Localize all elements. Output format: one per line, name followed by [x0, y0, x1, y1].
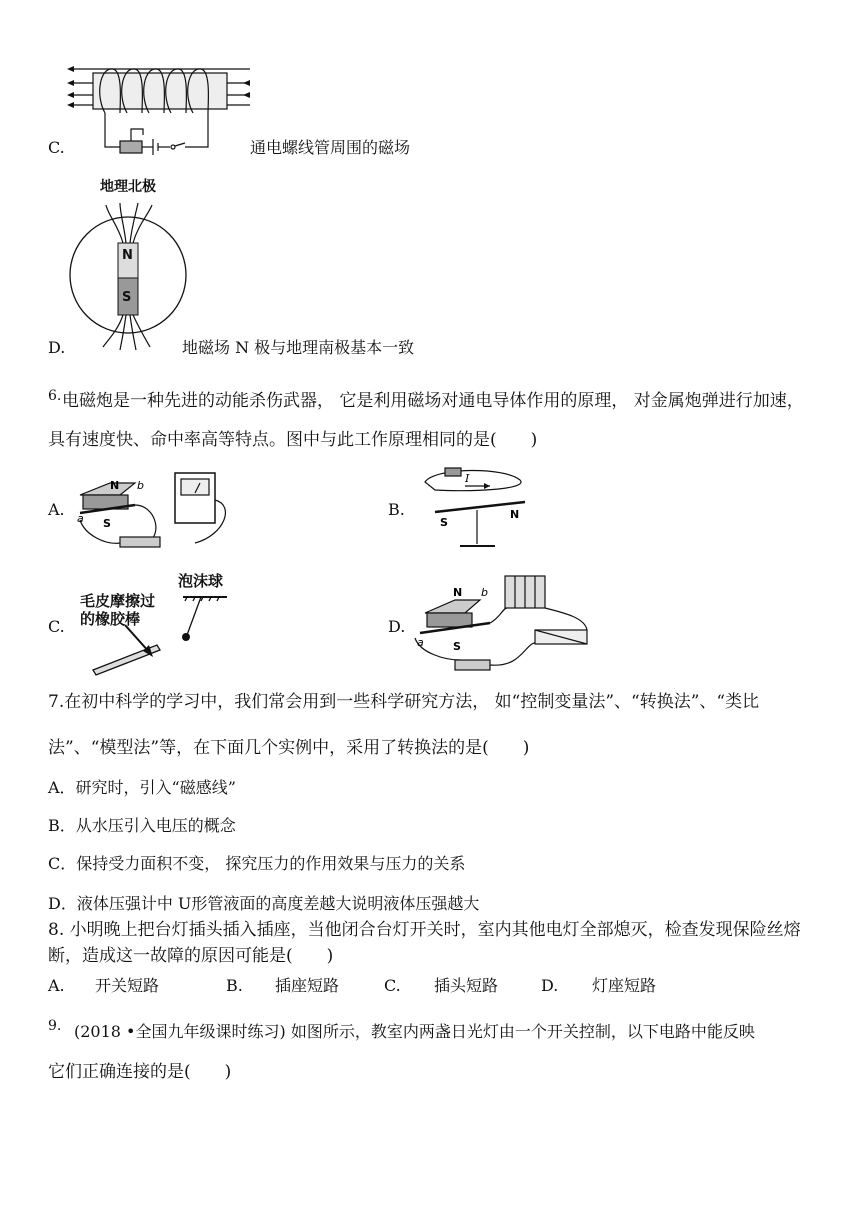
q6-number: 6.: [48, 388, 62, 404]
q8-option-d-text: 灯座短路: [592, 976, 657, 995]
q6-b-label-s: S: [440, 516, 448, 529]
q6-option-a-letter: A.: [48, 500, 65, 519]
q8-option-a-letter: A.: [48, 976, 65, 995]
q6-option-c-letter: C.: [48, 617, 65, 636]
q6-d-label-n: N: [453, 586, 463, 599]
q9-number: 9.: [48, 1018, 62, 1034]
q8-line1: 8. 小明晚上把台灯插头插入插座，当他闭合台灯开关时，室内其他电灯全部熄灭，检查发现保险丝熔: [48, 920, 801, 940]
q6-a-label-b: b: [137, 479, 144, 492]
q8-line2: 断，造成这一故障的原因可能是( ): [48, 946, 334, 966]
q8-option-d-letter: D.: [541, 976, 559, 995]
q8-option-b-letter: B.: [226, 976, 243, 995]
q6-d-label-s: S: [453, 640, 461, 653]
q7-line1: 7.在初中科学的学习中，我们常会用到一些科学研究方法， 如“控制变量法”、“转换法”、“类比: [48, 692, 760, 712]
earth-magnetic-field-figure: [68, 195, 198, 355]
q6-stem-line1: 电磁炮是一种先进的动能杀伤武器， 它是利用磁场对通电导体作用的原理， 对金属炮弹进行加速，: [62, 391, 804, 411]
q6-b-label-n: N: [510, 508, 520, 521]
q6-stem-line2: 具有速度快、命中率高等特点。图中与此工作原理相同的是( ): [48, 430, 538, 450]
solenoid-figure: [65, 55, 265, 155]
q6-a-label-a: a: [77, 512, 84, 525]
q5-option-c-caption: 通电螺线管周围的磁场: [250, 138, 411, 157]
geographic-north-label: 地理北极: [100, 179, 156, 195]
q6-a-label-n: N: [110, 479, 120, 492]
q5-option-d-letter: D.: [48, 338, 66, 357]
q6-option-d-letter: D.: [388, 617, 406, 636]
q6-option-d-figure: [415, 568, 615, 683]
q7-option-a: A．研究时，引入“磁感线”: [48, 778, 236, 797]
q8-option-a-text: 开关短路: [95, 976, 160, 995]
q6-c-ball-label: 泡沫球: [178, 572, 224, 590]
q6-b-label-i: I: [465, 472, 470, 485]
q5-option-d-caption: 地磁场 N 极与地理南极基本一致: [182, 338, 415, 357]
q6-d-label-a: a: [417, 636, 424, 649]
q6-option-b-letter: B.: [388, 500, 405, 519]
q6-c-rod-label-2: 的橡胶棒: [80, 610, 141, 628]
q6-a-label-s: S: [103, 517, 111, 530]
q7-option-b: B．从水压引入电压的概念: [48, 816, 236, 835]
q6-option-c-figure: [85, 585, 235, 685]
q9-line1: (2018 •全国九年级课时练习) 如图所示，教室内两盏日光灯由一个开关控制，以下电路中能反映: [74, 1022, 755, 1041]
q7-line2: 法”、“模型法”等，在下面几个实例中，采用了转换法的是( ): [48, 738, 530, 758]
q8-option-c-letter: C.: [384, 976, 401, 995]
q6-c-rod-label-1: 毛皮摩擦过: [80, 592, 156, 610]
pole-n-label: N: [122, 248, 133, 263]
q6-option-a-figure: [75, 465, 255, 555]
pole-s-label: S: [122, 290, 132, 305]
q6-option-b-figure: [415, 462, 555, 552]
q6-d-label-b: b: [481, 586, 488, 599]
q9-line2: 它们正确连接的是( ): [48, 1062, 232, 1082]
q7-option-d: D．液体压强计中 U形管液面的高度差越大说明液体压强越大: [48, 894, 480, 913]
q8-option-b-text: 插座短路: [275, 976, 340, 995]
q8-option-c-text: 插头短路: [434, 976, 499, 995]
q7-option-c: C．保持受力面积不变， 探究压力的作用效果与压力的关系: [48, 854, 466, 873]
q5-option-c-letter: C.: [48, 138, 65, 157]
